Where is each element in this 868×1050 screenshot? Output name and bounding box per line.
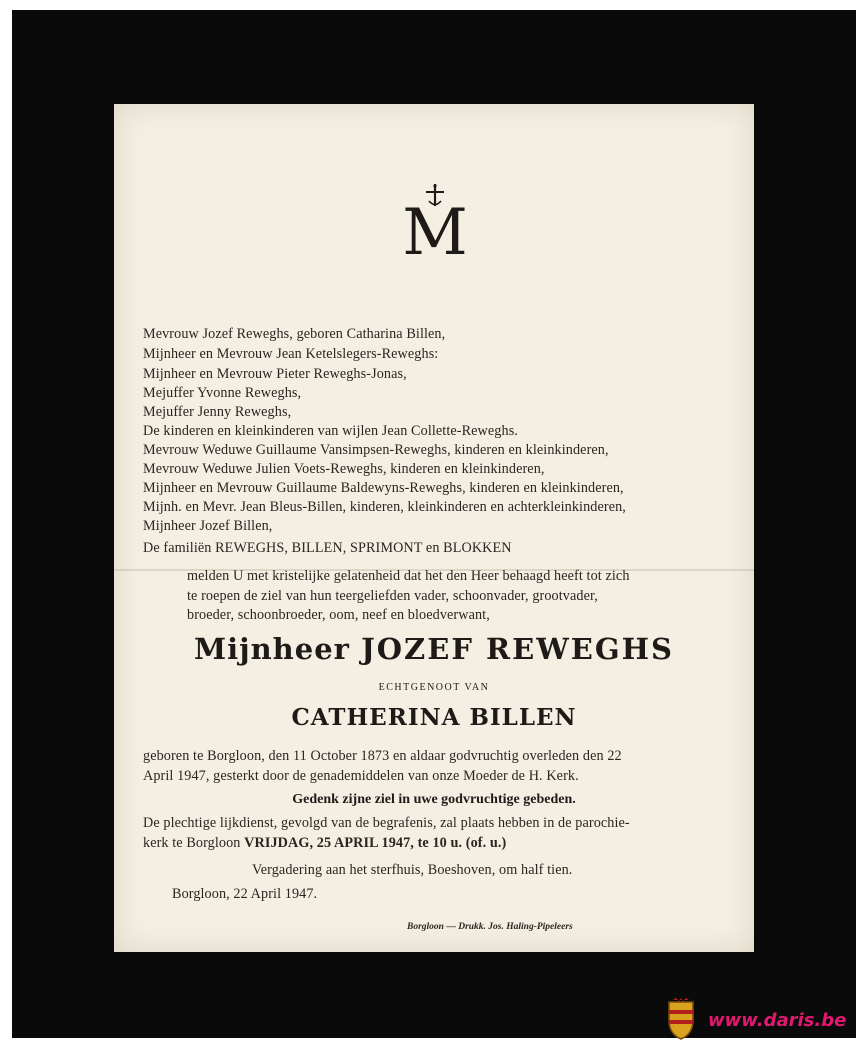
service-line-prefix: kerk te Borgloon — [143, 835, 245, 851]
site-watermark[interactable] — [666, 998, 856, 1042]
family-line: Mevrouw Weduwe Julien Voets-Reweghs, kinderen en kleinkinderen, — [143, 461, 545, 477]
family-line: Mijnheer Jozef Billen, — [143, 518, 273, 534]
family-line: Mejuffer Jenny Reweghs, — [143, 404, 292, 420]
announce-line: te roepen de ziel van hun teergeliefden vader, schoonvader, grootvader, — [187, 588, 598, 604]
deceased-prefix: Mijnheer — [193, 632, 350, 666]
service-date: VRIJDAG, 25 APRIL 1947, te 10 u. (of. u.) — [244, 835, 507, 851]
heraldic-shield-icon — [666, 998, 696, 1040]
svg-text:M: M — [402, 196, 468, 264]
family-line: Mijnheer en Mevrouw Guillaume Baldewyns-Reweghs, kinderen en kleinkinderen, — [143, 480, 624, 496]
deceased-surname: JOZEF REWEGHS — [361, 632, 674, 666]
birth-line: geboren te Borgloon, den 11 October 1873 en aldaar godvruchtig overleden den 22 — [143, 748, 622, 764]
prayer-line: Gedenk zijne ziel in uwe godvruchtige gebeden. — [292, 792, 576, 807]
family-line: Mevrouw Weduwe Guillaume Vansimpsen-Reweghs, kinderen en kleinkinderen, — [143, 442, 609, 458]
gathering-line: Vergadering aan het sterfhuis, Boeshoven, om half tien. — [252, 862, 573, 878]
family-line: De kinderen en kleinkinderen van wijlen Jean Collette-Reweghs. — [143, 423, 518, 439]
family-line: Mijnheer en Mevrouw Jean Ketelslegers-Reweghs: — [143, 346, 439, 362]
service-line: De plechtige lijkdienst, gevolgd van de begrafenis, zal plaats hebben in de parochie- — [143, 815, 630, 831]
place-date: Borgloon, 22 April 1947. — [172, 886, 318, 902]
service-line — [143, 835, 506, 852]
family-line: Mijnh. en Mevr. Jean Bleus-Billen, kinderen, kleinkinderen en achterkleinkinderen, — [143, 499, 626, 515]
family-line: Mijnheer en Mevrouw Pieter Reweghs-Jonas, — [143, 366, 407, 382]
birth-line: April 1947, gesterkt door de genademiddelen van onze Moeder de H. Kerk. — [143, 768, 579, 784]
announce-line: melden U met kristelijke gelatenheid dat het den Heer behaagd heeft tot zich — [187, 568, 630, 584]
family-line: Mevrouw Jozef Reweghs, geboren Catharina Billen, — [143, 326, 446, 342]
announce-line: broeder, schoonbroeder, oom, neef en bloedverwant, — [187, 607, 490, 623]
mourning-card — [114, 104, 754, 952]
spouse-name: CATHERINA BILLEN — [291, 704, 577, 731]
deceased-name — [114, 632, 754, 666]
printer-imprint: Borgloon — Drukk. Jos. Haling-Pipeleers — [407, 922, 573, 932]
watermark-text: www.daris.be — [708, 1010, 847, 1031]
families-line: De familiën REWEGHS, BILLEN, SPRIMONT en BLOKKEN — [143, 540, 512, 556]
family-line: Mejuffer Yvonne Reweghs, — [143, 385, 302, 401]
cross-anchor-monogram-icon — [394, 182, 476, 264]
spouse-label: ECHTGENOOT VAN — [378, 682, 490, 693]
